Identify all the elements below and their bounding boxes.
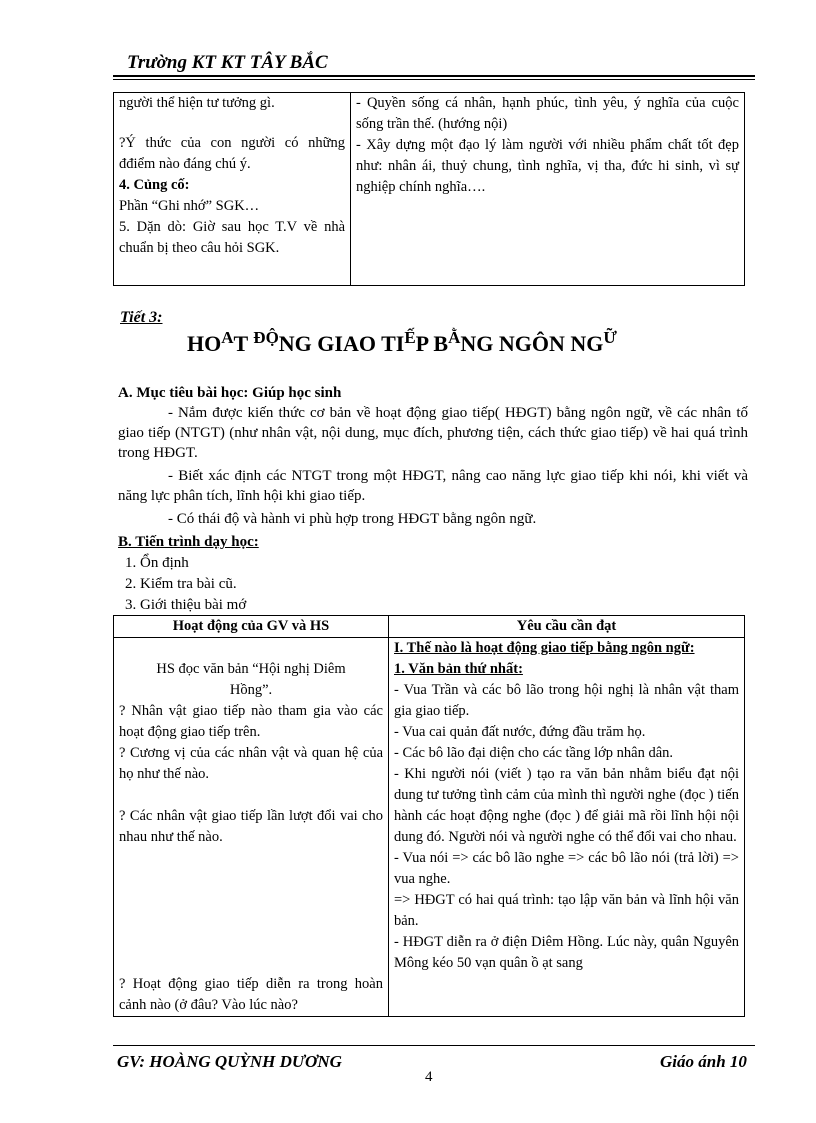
book-title: Giáo ánh 10 xyxy=(660,1052,747,1071)
step-1: 1. Ổn định xyxy=(125,555,189,571)
answer-2: - Vua cai quản đất nước, đứng đầu trăm họ. xyxy=(394,724,646,740)
reading-instruction: HS đọc văn bản “Hội nghị Diêm Hồng”. xyxy=(156,661,346,698)
top-table-left-cell xyxy=(114,93,351,286)
title-part: Ằ xyxy=(448,328,461,347)
consolidation-heading: 4. Củng cố: xyxy=(119,177,190,193)
col-header-activities: Hoạt động của GV và HS xyxy=(114,616,389,638)
step-2: 2. Kiểm tra bài cũ. xyxy=(125,576,237,592)
lesson-title xyxy=(187,328,617,357)
question-context: ? Hoạt động giao tiếp diễn ra trong hoàn cảnh nào (ở đâu? Vào lúc nào? xyxy=(119,976,383,1013)
top-table-right-cell xyxy=(351,93,745,286)
top-right-para-1: - Quyền sống cá nhân, hạnh phúc, tình yêu, ý nghĩa của cuộc sống trần thế. (hướng nội) xyxy=(356,95,739,132)
title-part: Ữ xyxy=(603,328,617,347)
section-b-heading: B. Tiến trình dạy học: xyxy=(118,534,259,550)
answer-5: - Vua nói => các bô lão nghe => các bô lão nói (trả lời) => vua nghe. xyxy=(394,850,739,887)
step-3: 3. Giới thiệu bài mớ xyxy=(125,597,247,613)
title-part: NG GIAO TI xyxy=(278,331,405,356)
answer-3: - Các bô lão đại diện cho các tầng lớp nhân dân. xyxy=(394,745,674,761)
title-part: ĐỘ xyxy=(253,328,279,347)
top-table xyxy=(113,92,745,286)
requirements-cell xyxy=(389,638,745,1017)
objective-1: - Nắm được kiến thức cơ bản về hoạt động giao tiếp( HĐGT) bằng ngôn ngữ, về các nhân tố giao tiếp (NTGT) (như nhân vật, nội dung, mục đích, phương tiện, cách thức giao tiếp) về hai quá trình trong HĐGT. xyxy=(118,405,748,461)
header-rule xyxy=(113,75,755,77)
title-part: P B xyxy=(415,331,449,356)
objective-3: - Có thái độ và hành vi phù hợp trong HĐGT bằng ngôn ngữ. xyxy=(168,511,537,527)
question-participants: ? Nhân vật giao tiếp nào tham gia vào các hoạt động giao tiếp trên. xyxy=(119,703,383,740)
activities-cell xyxy=(114,638,389,1017)
answer-7: - HĐGT diễn ra ở điện Diêm Hồng. Lúc này, quân Nguyên Mông kéo 50 vạn quân ồ ạt sang xyxy=(394,934,739,971)
title-part: HO xyxy=(187,331,222,356)
title-part: T xyxy=(233,331,254,356)
top-left-line-1: người thể hiện tư tưởng gì. xyxy=(119,95,275,111)
top-left-question: ?Ý thức của con người có những đđiểm nào đáng chú ý. xyxy=(119,135,345,172)
section-a-heading xyxy=(118,383,341,403)
page-number: 4 xyxy=(425,1069,433,1085)
title-part: A xyxy=(221,328,234,347)
consolidation-text: Phần “Ghi nhớ” SGK… xyxy=(119,198,260,214)
text-1-heading: 1. Văn bản thứ nhất: xyxy=(394,661,523,677)
teacher-name: GV: HOÀNG QUỲNH DƯƠNG xyxy=(117,1052,342,1071)
homework-text: 5. Dặn dò: Giờ sau học T.V về nhà chuẩn bị theo câu hỏi SGK. xyxy=(119,219,345,256)
top-right-para-2: - Xây dựng một đạo lý làm người với nhiều phẩm chất tốt đẹp như: nhân ái, thuỷ chung, tình nghĩa, vị tha, đức hi sinh, vì sự nghiệp chính nghĩa…. xyxy=(356,137,739,195)
section-i-heading: I. Thế nào là hoạt động giao tiếp bằng ngôn ngữ: xyxy=(394,640,695,656)
school-name: Trường KT KT TÂY BẮC xyxy=(127,52,328,73)
title-part: NG NGÔN NG xyxy=(460,331,604,356)
objective-2: - Biết xác định các NTGT trong một HĐGT, nâng cao năng lực giao tiếp khi nói, khi viết và năng lực phân tích, lĩnh hội khi giao tiếp. xyxy=(118,468,748,504)
answer-6: => HĐGT có hai quá trình: tạo lập văn bản và lĩnh hội văn bản. xyxy=(394,892,739,929)
answer-1: - Vua Trần và các bô lão trong hội nghị là nhân vật tham gia giao tiếp. xyxy=(394,682,739,719)
col-header-requirements: Yêu cầu cần đạt xyxy=(389,616,745,638)
lesson-label: Tiết 3: xyxy=(120,309,163,326)
main-table xyxy=(113,615,745,1017)
answer-4: - Khi người nói (viết ) tạo ra văn bản nhằm biểu đạt nội dung tư tưởng tình cảm của mình thì người nghe (đọc ) tiến hành các hoạt động nghe (đọc ) để giải mã rồi lĩnh hội nội dung đó. Người nói và người nghe có thể đổi vai cho nhau. xyxy=(394,766,739,845)
title-part: Ế xyxy=(404,328,416,347)
question-roles: ? Cương vị của các nhân vật và quan hệ của họ như thế nào. xyxy=(119,745,383,782)
question-role-switching: ? Các nhân vật giao tiếp lần lượt đổi vai cho nhau như thế nào. xyxy=(119,808,383,845)
footer-rule xyxy=(113,1045,755,1046)
section-a-heading-text: A. Mục tiêu bài học: Giúp học sinh xyxy=(118,385,342,401)
header-rule-thin xyxy=(113,79,755,80)
